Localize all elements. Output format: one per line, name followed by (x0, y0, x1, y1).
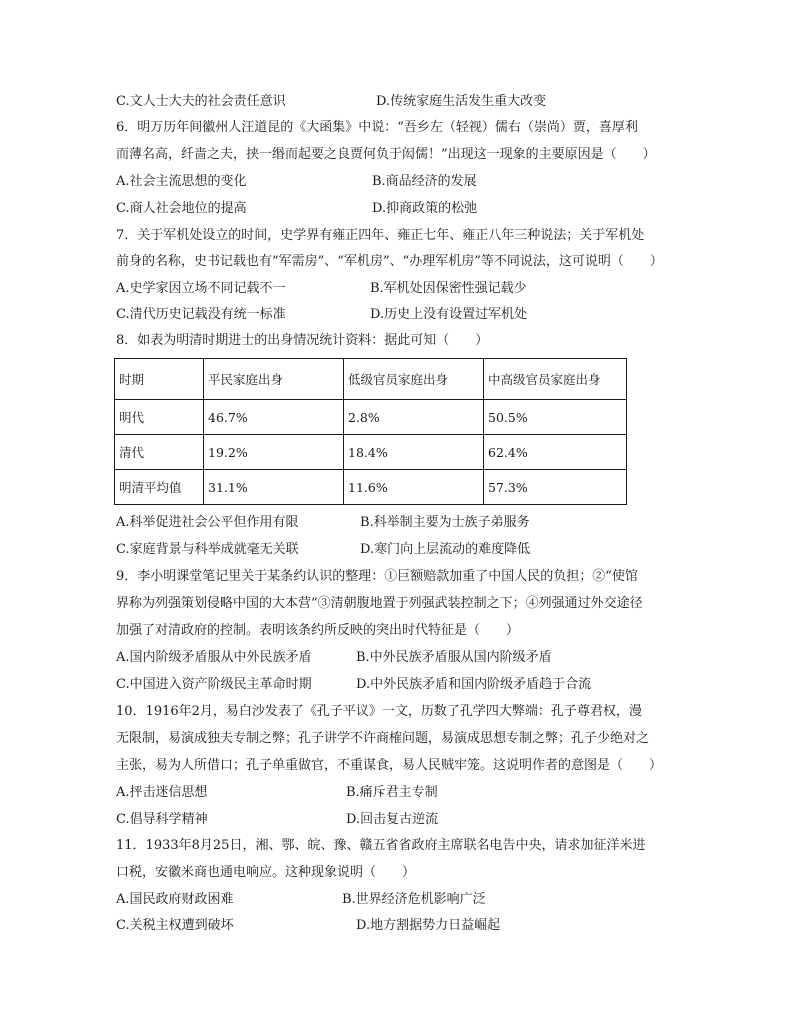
table-row (115, 400, 627, 435)
question-11-option-d: D.地方割据势力日益崛起 (356, 918, 501, 933)
table-header-cell: 平民家庭出身 (204, 359, 344, 400)
question-10-option-b: B.痛斥君主专制 (346, 785, 438, 800)
question-11-stem-line-2: 口税，安徽米商也通电响应。这种现象说明（ ） (116, 865, 416, 880)
table-cell: 19.2% (204, 435, 344, 470)
question-6-option-b: B.商品经济的发展 (372, 174, 477, 189)
question-9-option-b: B.中外民族矛盾服从国内阶级矛盾 (356, 650, 552, 665)
table-cell: 清代 (115, 435, 204, 470)
option-c: C.文人士大夫的社会责任意识 (116, 94, 286, 109)
question-7-option-a: A.史学家因立场不同记载不一 (116, 281, 286, 296)
option-d: D.传统家庭生活发生重大改变 (376, 94, 547, 109)
question-11-option-c: C.关税主权遭到破坏 (116, 918, 234, 933)
table-header-cell: 中高级官员家庭出身 (484, 359, 627, 400)
table-cell: 18.4% (344, 435, 484, 470)
table-row (115, 470, 627, 505)
table-cell: 明清平均值 (115, 470, 204, 505)
question-10-option-a: A.抨击迷信思想 (116, 785, 208, 800)
table-cell: 2.8% (344, 400, 484, 435)
table-cell: 57.3% (484, 470, 627, 505)
statistics-table (114, 358, 627, 505)
question-11-option-b: B.世界经济危机影响广泛 (342, 892, 486, 907)
question-9-option-c: C.中国进入资产阶级民主革命时期 (116, 677, 312, 692)
table-header-cell: 时期 (115, 359, 204, 400)
table-cell: 50.5% (484, 400, 627, 435)
question-11-option-a: A.国民政府财政困难 (116, 892, 234, 907)
question-7-option-b: B.军机处因保密性强记载少 (370, 281, 527, 296)
question-7-stem-line-2: 前身的名称，史书记载也有“军需房”、“军机房”、“办理军机房”等不同说法，这可说明（ ） (116, 254, 663, 269)
question-10-option-d: D.回击复古逆流 (346, 812, 439, 827)
question-11-stem-line-1: 11．1933年8月25日，湘、鄂、皖、豫、赣五省省政府主席联名电告中央，请求加征洋米进 (116, 838, 646, 853)
question-10-stem-line-2: 无限制，易演成独夫专制之弊；孔子讲学不许商榷问题，易演成思想专制之弊；孔子少绝对之 (116, 731, 650, 746)
table-row (115, 435, 627, 470)
question-7-option-c: C.清代历史记载没有统一标准 (116, 307, 286, 322)
question-8-option-b: B.科举制主要为士族子弟服务 (360, 515, 530, 530)
table-header-cell: 低级官员家庭出身 (344, 359, 484, 400)
question-6-option-c: C.商人社会地位的提高 (116, 201, 247, 216)
question-10-stem-line-3: 主张，易为人所借口；孔子单重做官，不重谋食，易人民贼牢笼。这说明作者的意图是（ ） (116, 758, 663, 773)
question-6-option-d: D.抑商政策的松弛 (372, 201, 478, 216)
question-7-stem-line-1: 7．关于军机处设立的时间，史学界有雍正四年、雍正七年、雍正八年三种说法；关于军机处 (116, 228, 645, 243)
question-8-option-c: C.家庭背景与科举成就毫无关联 (116, 542, 299, 557)
question-9-stem-line-3: 加强了对清政府的控制。表明该条约所反映的突出时代特征是（ ） (116, 623, 520, 638)
question-9-option-a: A.国内阶级矛盾服从中外民族矛盾 (116, 650, 312, 665)
question-10-option-c: C.倡导科学精神 (116, 812, 208, 827)
table-header-row (115, 359, 627, 400)
question-8-option-a: A.科举促进社会公平但作用有限 (116, 515, 299, 530)
table-cell: 62.4% (484, 435, 627, 470)
question-9-option-d: D.中外民族矛盾和国内阶级矛盾趋于合流 (356, 677, 592, 692)
question-6-option-a: A.社会主流思想的变化 (116, 174, 247, 189)
table-cell: 明代 (115, 400, 204, 435)
question-9-stem-line-1: 9．李小明课堂笔记里关于某条约认识的整理：①巨额赔款加重了中国人民的负担；②“使馆 (116, 569, 638, 584)
question-9-stem-line-2: 界称为列强策划侵略中国的大本营”③清朝腹地置于列强武装控制之下；④列强通过外交途径 (116, 596, 643, 611)
question-7-option-d: D.历史上没有设置过军机处 (370, 307, 528, 322)
table-cell: 11.6% (344, 470, 484, 505)
question-8-stem: 8．如表为明清时期进士的出身情况统计资料：据此可知（ ） (116, 333, 489, 348)
question-6-stem-line-2: 而薄名高，纤啬之夫，挟一缗而起要之良贾何负于闳儒！”出现这一现象的主要原因是（ ） (116, 147, 656, 162)
question-8-option-d: D.寒门向上层流动的难度降低 (360, 542, 531, 557)
table-cell: 31.1% (204, 470, 344, 505)
question-6-stem-line-1: 6．明万历年间徽州人汪道昆的《大函集》中说：“吾乡左（轻视）儒右（崇尚）贾，喜厚利 (116, 120, 638, 135)
question-10-stem-line-1: 10．1916年2月，易白沙发表了《孔子平议》一文，历数了孔学四大弊端：孔子尊君权，漫 (116, 704, 642, 719)
table-cell: 46.7% (204, 400, 344, 435)
